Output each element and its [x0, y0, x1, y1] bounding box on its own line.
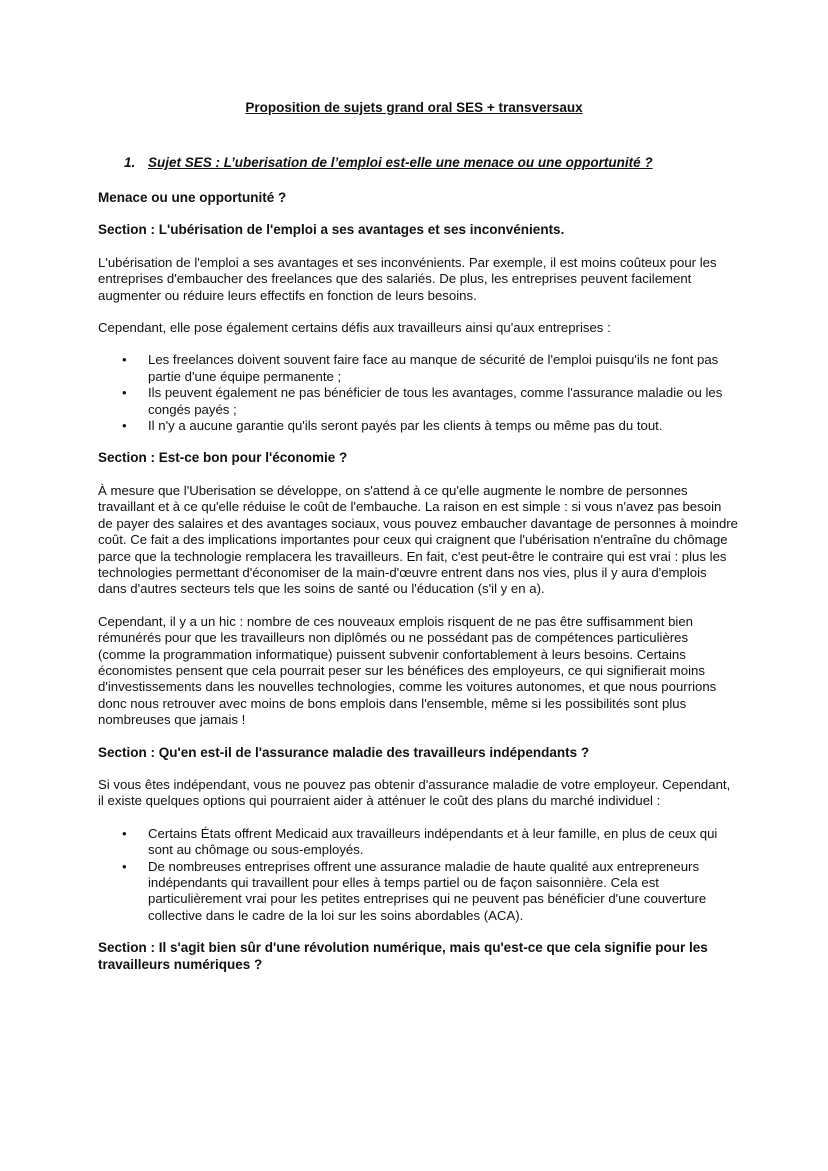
list-item-text: De nombreuses entreprises offrent une assurance maladie de haute qualité aux entrepreneurs indépendants qui travaillent pour elles à temps partiel ou de façon saisonnière. Cela est particulièrement vrai pour les petites entreprises qui ne peuvent pas bénéficier d'une couverture collective dans le cadre de la loi sur les soins abordables (ACA). [148, 858, 707, 923]
list-item [98, 352, 738, 385]
section-heading: Section : Est-ce bon pour l'économie ? [98, 450, 348, 466]
bullet-icon: • [122, 352, 127, 368]
paragraph: Cependant, il y a un hic : nombre de ces nouveaux emplois risquent de ne pas être suffisamment bien rémunérés pour que les travailleurs non diplômés ou ne possédant pas de compétences particulières (comme la programmation informatique) puissent subvenir confortablement à leurs besoins. Certains économistes pensent que cela pourrait peser sur les bénéfices des employeurs, ce qui signifierait moins d'investissements dans les nouvelles technologies, comme les voitures autonomes, et que nous pourrions donc nous retrouver avec moins de bons emplois dans l'ensemble, même si les possibilités sont plus nombreuses que jamais ! [98, 613, 717, 728]
list-item-text: Les freelances doivent souvent faire face au manque de sécurité de l'emploi puisqu'ils ne font pas partie d'une équipe permanente ; [148, 352, 719, 384]
paragraph: L'ubérisation de l'emploi a ses avantages et ses inconvénients. Par exemple, il est moins coûteux pour les entreprises d'embaucher des freelances que des salariés. De plus, les entreprises peuvent facilement augmenter ou réduire leurs effectifs en fonction de leurs besoins. [98, 254, 717, 303]
paragraph: Si vous êtes indépendant, vous ne pouvez pas obtenir d'assurance maladie de votre employeur. Cependant, il existe quelques options qui pourraient aider à atténuer le coût des plans du marché individuel : [98, 776, 731, 809]
paragraph: À mesure que l'Uberisation se développe, on s'attend à ce qu'elle augmente le nombre de personnes travaillant et à ce qu'elle réduise le coût de l'embauche. La raison en est simple : si vous n'avez pas besoin de payer des salaires et des avantages sociaux, vous pouvez embaucher davantage de personnes à moindre coût. Ce fait a des implications importantes pour ceux qui craignent que l'ubérisation n'entraîne du chômage parce que la technologie remplacera les travailleurs. En fait, c'est peut-être le contraire qui est vrai : plus les technologies permettant d'économiser de la main-d'œuvre entrent dans nos vies, plus il y aura d'emplois dans d'autres secteurs tels que les soins de santé ou l'éducation (s'il y en a). [98, 482, 738, 597]
bullet-icon: • [122, 385, 127, 401]
list-item-text: Il n'y a aucune garantie qu'ils seront payés par les clients à temps ou même pas du tout. [148, 418, 663, 434]
bullet-icon: • [122, 418, 127, 434]
list-item-text: Certains États offrent Medicaid aux travailleurs indépendants et à leur famille, en plus de ceux qui sont au chômage ou sous-employés. [148, 825, 718, 858]
bullet-list [98, 352, 738, 434]
list-item [98, 385, 738, 418]
list-item-text: Ils peuvent également ne pas bénéficier de tous les avantages, comme l'assurance maladie ou les congés payés ; [148, 385, 723, 417]
document-body [98, 190, 738, 989]
section-heading: Section : Qu'en est-il de l'assurance maladie des travailleurs indépendants ? [98, 744, 590, 760]
subject-heading [124, 155, 653, 170]
bullet-icon: • [122, 825, 127, 841]
document-title: Proposition de sujets grand oral SES + transversaux [245, 100, 583, 115]
intro-heading: Menace ou une opportunité ? [98, 190, 287, 205]
subject-number: 1. [124, 155, 136, 170]
paragraph: Cependant, elle pose également certains défis aux travailleurs ainsi qu'aux entreprises : [98, 320, 611, 336]
list-item [98, 859, 738, 925]
subject-text: Sujet SES : L’uberisation de l’emploi est-elle une menace ou une opportunité ? [148, 155, 653, 170]
list-item [98, 826, 738, 859]
section-heading: Section : L'ubérisation de l'emploi a ses avantages et ses inconvénients. [98, 222, 565, 238]
bullet-icon: • [122, 858, 127, 874]
bullet-list [98, 826, 738, 924]
section-heading: Section : Il s'agit bien sûr d'une révolution numérique, mais qu'est-ce que cela signifie pour les travailleurs numériques ? [98, 940, 708, 972]
list-item [98, 418, 738, 434]
